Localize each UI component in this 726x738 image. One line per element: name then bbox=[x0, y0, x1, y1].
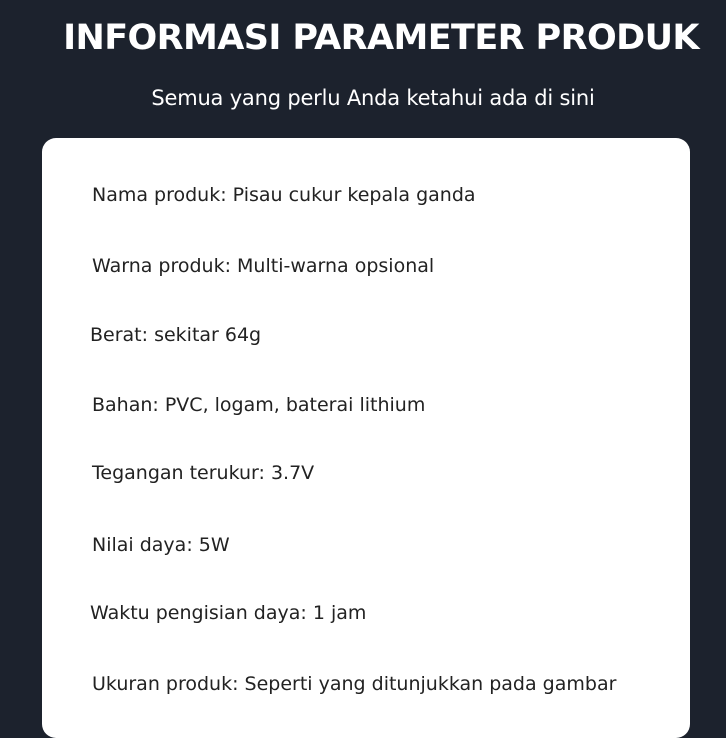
page-title: INFORMASI PARAMETER PRODUK bbox=[63, 18, 699, 58]
parameter-card bbox=[42, 138, 690, 738]
param-charging-time: Waktu pengisian daya: 1 jam bbox=[90, 602, 367, 624]
param-material: Bahan: PVC, logam, baterai lithium bbox=[92, 394, 426, 416]
param-weight: Berat: sekitar 64g bbox=[90, 324, 262, 346]
param-power-rating: Nilai daya: 5W bbox=[92, 534, 230, 556]
param-product-name: Nama produk: Pisau cukur kepala ganda bbox=[92, 184, 476, 206]
param-product-color: Warna produk: Multi-warna opsional bbox=[92, 255, 435, 277]
param-rated-voltage: Tegangan terukur: 3.7V bbox=[92, 462, 315, 484]
page-subtitle: Semua yang perlu Anda ketahui ada di sini bbox=[151, 86, 595, 110]
param-product-size: Ukuran produk: Seperti yang ditunjukkan pada gambar bbox=[92, 673, 617, 695]
